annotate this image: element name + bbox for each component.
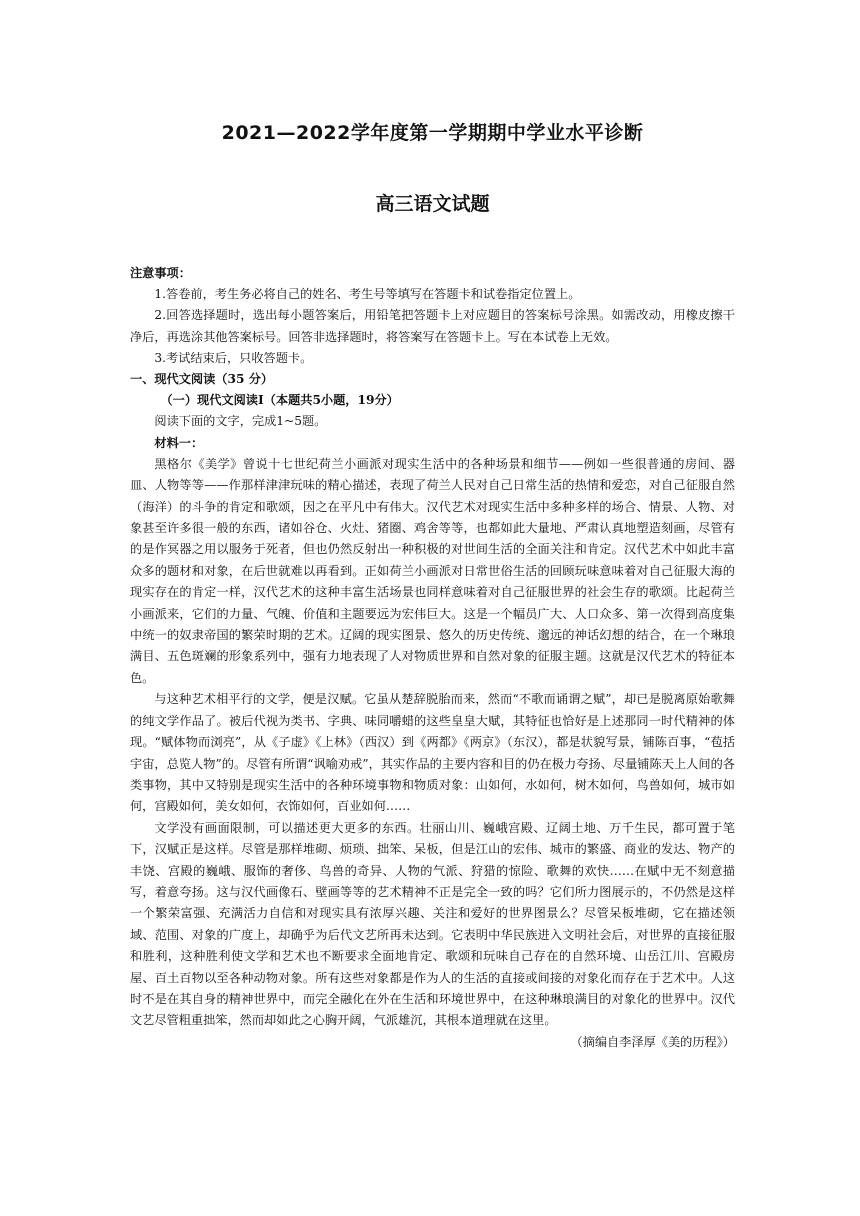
passage-paragraph-2: 与这种艺术相平行的文学，便是汉赋。它虽从楚辞脱胎而来，然而“不歌而诵谓之赋”，却已是脱离原始歌舞的纯文学作品了。被后代视为类书、字典、味同嚼蜡的这些皇皇大赋，其特征也恰好是上述那同一时代精神的体现。“赋体物而浏亮”，从《子虚》《上林》（西汉）到《两都》《两京》（东汉），都是状貌写景，铺陈百事，“苞括宇宙，总览人物”的。尽管有所谓“讽喻劝戒”，其实作品的主要内容和目的仍在极力夸扬、尽量铺陈天上人间的各类事物，其中又特别是现实生活中的各种环境事物和物质对象：山如何，水如何，树木如何，鸟兽如何，城市如何，宫殿如何，美女如何，衣饰如何，百业如何…… — [130, 692, 735, 814]
exam-content — [130, 263, 735, 1053]
exam-title: 2021—2022学年度第一学期期中学业水平诊断 — [221, 122, 644, 144]
passage-paragraph-3: 文学没有画面限制，可以描述更大更多的东西。壮丽山川、巍峨宫殿、辽阔土地、万千生民，都可置于笔下，汉赋正是这样。尽管是那样堆砌、烦琐、拙笨、呆板，但是江山的宏伟、城市的繁盛、商业的发达、物产的丰饶、宫殿的巍峨、服饰的奢侈、鸟兽的奇异、人物的气派、狩猎的惊险、歌舞的欢快……在赋中无不刻意描写，着意夸扬。这与汉代画像石、壁画等等的艺术精神不正是完全一致的吗？它们所力图展示的，不仍然是这样一个繁荣富强、充满活力自信和对现实具有浓厚兴趣、关注和爱好的世界图景么？尽管呆板堆砌，它在描述领域、范围、对象的广度上，却确乎为后代文艺所再未达到。它表明中华民族进入文明社会后，对世界的直接征服和胜利，这种胜利使文学和艺术也不断要求全面地肯定、歌颂和玩味自己存在的自然环境、山岳江川、宫殿房屋、百土百物以至各种动物对象。所有这些对象都是作为人的生活的直接或间接的对象化而存在于艺术中。人这时不是在其自身的精神世界中，而完全融化在外在生活和环境世界中，在这种琳琅满目的对象化的世界中。汉代文艺尽管粗重拙笨，然而却如此之心胸开阔，气派雄沉，其根本道理就在这里。 — [130, 820, 735, 1028]
reading-instruction: 阅读下面的文字，完成1~5题。 — [154, 414, 327, 429]
notice-item-3: 3.考试结束后，只收答题卡。 — [154, 350, 313, 365]
material-label: 材料一： — [154, 435, 204, 450]
subsection-heading: （一）现代文阅读Ⅰ（本题共5小题，19分） — [160, 393, 399, 408]
passage-source: （摘编自李泽厚《美的历程》） — [570, 1034, 735, 1049]
notice-item-2: 2.回答选择题时，选出每小题答案后，用铅笔把答题卡上对应题目的答案标号涂黑。如需改动，用橡皮擦干净后，再选涂其他答案标号。回答非选择题时，将答案写在答题卡上。写在本试卷上无效。 — [130, 308, 735, 344]
reading-passage — [130, 454, 735, 1053]
paper-title: 高三语文试题 — [375, 193, 490, 215]
notice-heading: 注意事项： — [130, 266, 191, 280]
passage-paragraph-1: 黑格尔《美学》曾说十七世纪荷兰小画派对现实生活中的各种场景和细节——例如一些很普通的房间、器皿、人物等等——作那样津津玩味的精心描述，表现了荷兰人民对自己日常生活的热情和爱恋，对自己征服自然（海洋）的斗争的肯定和歌颂，因之在平凡中有伟大。汉代艺术对现实生活中多种多样的场合、情景、人物、对象甚至许多很一般的东西，诸如谷仓、火灶、猪圈、鸡舍等等，也都如此大量地、严肃认真地塑造刻画，尽管有的是作冥器之用以服务于死者，但也仍然反射出一种积极的对世间生活的全面关注和肯定。汉代艺术中如此丰富众多的题材和对象，在后世就难以再看到。正如荷兰小画派对日常世俗生活的回顾玩味意味着对自己征服大海的现实存在的肯定一样，汉代艺术的这种丰富生活场景也同样意味着对自己征服世界的社会生存的歌颂。比起荷兰小画派来，它们的力量、气魄、价值和主题要远为宏伟巨大。这是一个幅员广大、人口众多、第一次得到高度集中统一的奴隶帝国的繁荣时期的艺术。辽阔的现实图景、悠久的历史传统、邈远的神话幻想的结合，在一个琳琅满目、五色斑斓的形象系列中，强有力地表现了人对物质世界和自然对象的征服主题。这就是汉代艺术的特征本色。 — [130, 456, 735, 685]
section-heading: 一、现代文阅读（35 分） — [130, 372, 274, 387]
exam-page — [130, 118, 735, 1053]
notice-item-1: 1.答卷前，考生务必将自己的姓名、考生号等填写在答题卡和试卷指定位置上。 — [154, 287, 581, 302]
